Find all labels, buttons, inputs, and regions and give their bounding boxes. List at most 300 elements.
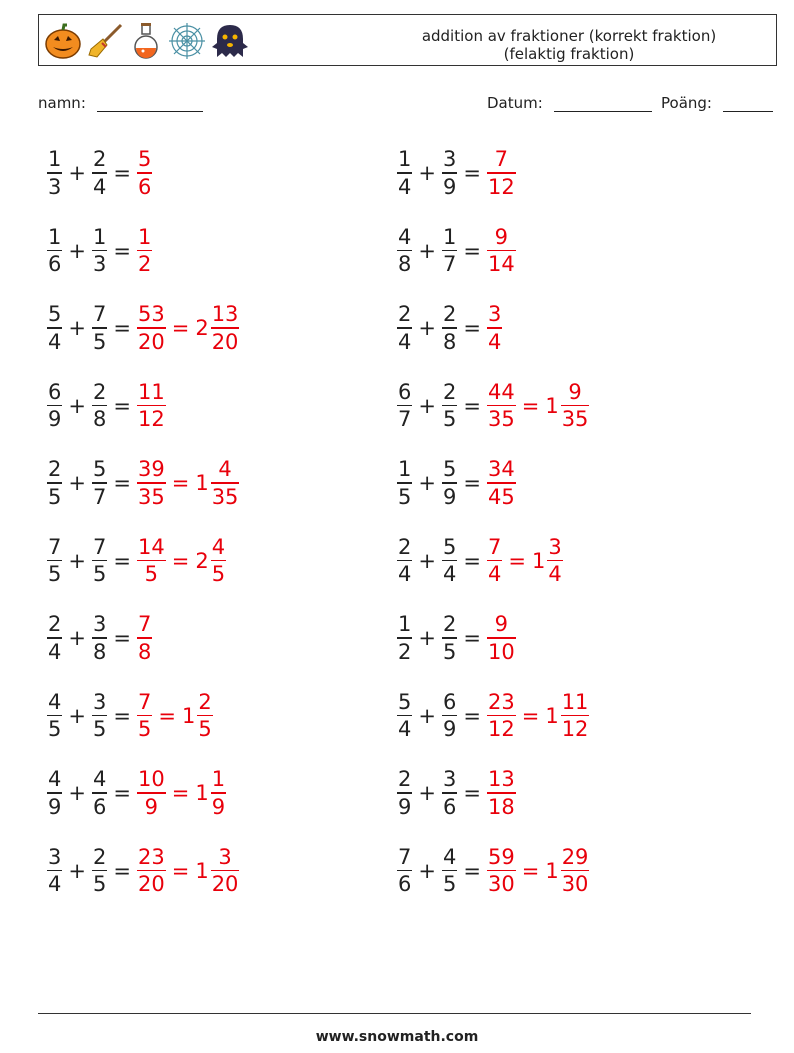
answer-fraction: [137, 456, 166, 510]
plus-sign: +: [68, 858, 86, 883]
numerator: 11: [561, 689, 589, 714]
mixed-whole: 2: [195, 316, 209, 340]
potion-icon: [129, 21, 163, 61]
denominator: 9: [48, 407, 62, 432]
numerator: 44: [487, 379, 515, 404]
date-label: Datum:: [487, 94, 543, 112]
mixed-fraction: [197, 689, 212, 743]
mixed-fraction: [211, 534, 226, 588]
addend-1: [47, 301, 62, 355]
equals-sign: =: [463, 161, 481, 185]
denominator: 8: [398, 252, 412, 277]
mixed-fraction: [561, 689, 590, 743]
numerator: 6: [442, 689, 457, 714]
score-label: Poäng:: [661, 94, 712, 112]
addend-1: [397, 534, 412, 588]
numerator: 2: [92, 379, 107, 404]
problem-item: [397, 451, 516, 515]
answer-fraction: [137, 611, 152, 665]
equals-sign: =: [463, 626, 481, 650]
problem-item: [47, 451, 239, 515]
denominator: 6: [442, 794, 457, 819]
name-label: namn:: [38, 94, 86, 112]
name-field: [38, 94, 203, 112]
problem-item: [397, 684, 589, 748]
equals-sign: =: [521, 703, 540, 728]
addend-1: [397, 456, 412, 510]
numerator: 2: [442, 379, 457, 404]
denominator: 5: [48, 484, 62, 509]
denominator: 8: [137, 639, 152, 664]
addend-1: [47, 534, 62, 588]
numerator: 14: [137, 534, 165, 559]
denominator: 9: [442, 717, 457, 742]
denominator: 35: [487, 407, 515, 432]
plus-sign: +: [418, 703, 436, 728]
denominator: 5: [92, 872, 107, 897]
title-line-1: addition av fraktioner (korrekt fraktion): [421, 27, 717, 45]
addend-2: [92, 456, 107, 510]
numerator: 7: [137, 612, 152, 637]
addend-2: [92, 844, 107, 898]
mixed-whole: 1: [195, 471, 209, 495]
answer-fraction: [137, 224, 152, 278]
numerator: 7: [48, 534, 62, 559]
numerator: 5: [48, 302, 62, 327]
plus-sign: +: [68, 471, 86, 495]
numerator: 4: [442, 844, 457, 869]
numerator: 13: [487, 767, 515, 792]
plus-sign: +: [68, 316, 86, 340]
addend-1: [47, 689, 62, 743]
plus-sign: +: [418, 238, 436, 263]
addend-1: [47, 766, 62, 820]
denominator: 9: [398, 794, 412, 819]
addend-1: [47, 146, 62, 200]
mixed-whole: 1: [545, 858, 559, 883]
addend-2: [442, 146, 457, 200]
denominator: 4: [398, 329, 412, 354]
numerator: 5: [137, 147, 152, 172]
numerator: 2: [398, 534, 412, 559]
addend-1: [397, 146, 412, 200]
denominator: 30: [487, 872, 515, 897]
equals-sign: =: [463, 471, 481, 495]
denominator: 20: [211, 872, 239, 897]
addend-2: [92, 534, 107, 588]
mixed-fraction: [547, 534, 562, 588]
problem-item: [47, 839, 239, 903]
problem-item: [397, 219, 516, 283]
mixed-fraction: [211, 844, 240, 898]
addend-2: [92, 146, 107, 200]
numerator: 1: [48, 147, 62, 172]
numerator: 7: [92, 302, 107, 327]
numerator: 5: [398, 689, 412, 714]
addend-1: [47, 379, 62, 433]
plus-sign: +: [68, 781, 86, 805]
footer-url: www.snowmath.com: [315, 1029, 479, 1045]
denominator: 5: [137, 717, 152, 742]
denominator: 3: [92, 252, 107, 277]
denominator: 35: [211, 484, 239, 509]
addend-2: [92, 689, 107, 743]
addend-1: [397, 611, 412, 665]
addend-2: [442, 689, 457, 743]
addend-1: [397, 689, 412, 743]
denominator: 30: [561, 872, 589, 897]
numerator: 5: [442, 534, 457, 559]
numerator: 7: [494, 147, 509, 172]
equals-sign: =: [113, 703, 131, 728]
problem-item: [47, 761, 226, 825]
numerator: 1: [398, 612, 412, 637]
numerator: 2: [442, 302, 457, 327]
addend-2: [442, 844, 457, 898]
equals-sign: =: [171, 858, 190, 883]
denominator: 2: [398, 639, 412, 664]
mixed-whole: 1: [545, 393, 559, 418]
answer-fraction: [487, 766, 516, 820]
problem-item: [47, 374, 166, 438]
denominator: 9: [48, 794, 62, 819]
answer-fraction: [137, 146, 152, 200]
ghost-icon: [211, 21, 249, 61]
equals-sign: =: [113, 858, 131, 883]
denominator: 6: [92, 794, 107, 819]
addend-2: [92, 301, 107, 355]
numerator: 9: [494, 612, 509, 637]
answer-fraction: [137, 844, 166, 898]
numerator: 3: [442, 147, 457, 172]
problem-item: [47, 296, 239, 360]
denominator: 35: [561, 407, 589, 432]
numerator: 9: [494, 224, 509, 249]
problem-item: [47, 529, 226, 593]
denominator: 5: [92, 717, 107, 742]
addend-2: [442, 301, 457, 355]
date-field: [487, 94, 652, 112]
numerator: 1: [442, 224, 457, 249]
equals-sign: =: [171, 316, 190, 340]
mixed-fraction: [211, 766, 226, 820]
denominator: 8: [92, 639, 107, 664]
addend-1: [47, 224, 62, 278]
problem-item: [397, 606, 516, 670]
answer-fraction: [487, 379, 516, 433]
numerator: 3: [442, 767, 457, 792]
addend-1: [397, 766, 412, 820]
pumpkin-icon: [43, 21, 83, 61]
plus-sign: +: [68, 161, 86, 185]
addend-2: [442, 611, 457, 665]
numerator: 1: [137, 224, 152, 249]
denominator: 4: [548, 562, 562, 587]
mixed-fraction: [211, 301, 240, 355]
numerator: 7: [137, 689, 152, 714]
denominator: 35: [137, 484, 165, 509]
addend-2: [92, 766, 107, 820]
equals-sign: =: [463, 316, 481, 340]
numerator: 2: [48, 612, 62, 637]
equals-sign: =: [521, 858, 540, 883]
numerator: 2: [398, 302, 412, 327]
numerator: 2: [92, 844, 107, 869]
numerator: 29: [561, 844, 589, 869]
answer-fraction: [487, 146, 516, 200]
plus-sign: +: [418, 393, 436, 418]
numerator: 53: [137, 302, 165, 327]
equals-sign: =: [463, 548, 481, 573]
plus-sign: +: [418, 858, 436, 883]
denominator: 9: [442, 484, 457, 509]
denominator: 4: [92, 174, 107, 199]
denominator: 7: [92, 484, 107, 509]
mixed-whole: 1: [531, 548, 546, 573]
numerator: 4: [48, 689, 62, 714]
problem-item: [47, 219, 152, 283]
answer-fraction: [487, 611, 516, 665]
denominator: 6: [137, 174, 152, 199]
numerator: 1: [398, 147, 412, 172]
equals-sign: =: [113, 781, 131, 805]
denominator: 9: [211, 794, 226, 819]
numerator: 3: [218, 844, 232, 869]
numerator: 2: [398, 767, 412, 792]
numerator: 39: [137, 457, 165, 482]
denominator: 5: [48, 717, 62, 742]
answer-fraction: [487, 301, 502, 355]
numerator: 13: [211, 302, 239, 327]
denominator: 20: [137, 329, 165, 354]
answer-fraction: [137, 379, 166, 433]
denominator: 7: [442, 252, 457, 277]
numerator: 3: [487, 302, 502, 327]
denominator: 12: [561, 717, 589, 742]
denominator: 5: [211, 562, 226, 587]
problem-item: [47, 141, 152, 205]
name-line[interactable]: [97, 96, 203, 112]
denominator: 5: [144, 562, 159, 587]
denominator: 18: [487, 794, 515, 819]
denominator: 5: [398, 484, 412, 509]
numerator: 2: [198, 689, 212, 714]
icon-strip: [43, 19, 249, 63]
numerator: 4: [48, 767, 62, 792]
problem-item: [47, 606, 152, 670]
denominator: 6: [48, 252, 62, 277]
numerator: 10: [137, 767, 165, 792]
equals-sign: =: [463, 393, 481, 418]
equals-sign: =: [158, 703, 176, 728]
denominator: 5: [48, 562, 62, 587]
numerator: 1: [92, 224, 107, 249]
problem-item: [47, 684, 213, 748]
plus-sign: +: [418, 548, 436, 573]
plus-sign: +: [68, 393, 86, 418]
plus-sign: +: [418, 471, 436, 495]
score-line[interactable]: [723, 96, 773, 112]
mixed-fraction: [561, 844, 590, 898]
mixed-whole: 1: [195, 858, 209, 883]
mixed-whole: 1: [181, 703, 196, 728]
equals-sign: =: [463, 781, 481, 805]
equals-sign: =: [171, 781, 190, 805]
denominator: 4: [487, 329, 502, 354]
denominator: 45: [487, 484, 515, 509]
numerator: 34: [487, 457, 515, 482]
plus-sign: +: [418, 316, 436, 340]
numerator: 3: [92, 612, 107, 637]
addend-2: [442, 379, 457, 433]
numerator: 23: [137, 844, 165, 869]
equals-sign: =: [113, 316, 131, 340]
answer-fraction: [487, 844, 516, 898]
answer-fraction: [487, 689, 516, 743]
answer-fraction: [137, 766, 166, 820]
equals-sign: =: [463, 703, 481, 728]
numerator: 5: [92, 457, 107, 482]
plus-sign: +: [418, 161, 436, 185]
addend-2: [442, 456, 457, 510]
addend-1: [47, 611, 62, 665]
equals-sign: =: [521, 393, 540, 418]
addend-2: [92, 379, 107, 433]
equals-sign: =: [463, 238, 481, 263]
addend-2: [92, 224, 107, 278]
plus-sign: +: [68, 548, 86, 573]
denominator: 5: [442, 639, 457, 664]
problem-item: [397, 374, 589, 438]
numerator: 11: [137, 379, 165, 404]
denominator: 8: [92, 407, 107, 432]
numerator: 6: [398, 379, 412, 404]
numerator: 7: [92, 534, 107, 559]
numerator: 1: [398, 457, 412, 482]
denominator: 3: [48, 174, 62, 199]
numerator: 7: [398, 844, 412, 869]
spiderweb-icon: [167, 21, 207, 61]
equals-sign: =: [463, 858, 481, 883]
equals-sign: =: [113, 238, 131, 263]
mixed-whole: 2: [195, 548, 209, 573]
equals-sign: =: [113, 626, 131, 650]
numerator: 3: [548, 534, 562, 559]
problem-item: [397, 839, 589, 903]
numerator: 2: [442, 612, 457, 637]
numerator: 7: [487, 534, 502, 559]
score-field: [661, 94, 773, 112]
denominator: 5: [92, 329, 107, 354]
addend-1: [397, 224, 412, 278]
addend-2: [442, 224, 457, 278]
numerator: 3: [48, 844, 62, 869]
addend-1: [397, 301, 412, 355]
numerator: 2: [48, 457, 62, 482]
denominator: 7: [398, 407, 412, 432]
answer-fraction: [487, 224, 516, 278]
equals-sign: =: [113, 393, 131, 418]
denominator: 8: [442, 329, 457, 354]
denominator: 5: [442, 407, 457, 432]
denominator: 5: [198, 717, 212, 742]
answer-fraction: [487, 456, 516, 510]
equals-sign: =: [113, 548, 131, 573]
plus-sign: +: [68, 703, 86, 728]
answer-fraction: [137, 534, 166, 588]
equals-sign: =: [113, 471, 131, 495]
answer-fraction: [137, 301, 166, 355]
denominator: 9: [442, 174, 457, 199]
denominator: 5: [442, 872, 457, 897]
denominator: 4: [48, 872, 62, 897]
denominator: 14: [487, 252, 515, 277]
header-box: [38, 14, 777, 66]
plus-sign: +: [68, 626, 86, 650]
numerator: 1: [211, 767, 226, 792]
mixed-fraction: [561, 379, 590, 433]
plus-sign: +: [68, 238, 86, 263]
numerator: 5: [442, 457, 457, 482]
problem-item: [397, 141, 516, 205]
addend-1: [397, 844, 412, 898]
addend-1: [397, 379, 412, 433]
title-line-2: (felaktig fraktion): [503, 45, 635, 63]
addend-1: [47, 456, 62, 510]
date-line[interactable]: [554, 96, 652, 112]
denominator: 4: [442, 562, 457, 587]
broom-icon: [87, 21, 125, 61]
denominator: 6: [398, 872, 412, 897]
numerator: 59: [487, 844, 515, 869]
problem-item: [397, 296, 502, 360]
numerator: 4: [218, 457, 232, 482]
numerator: 4: [92, 767, 107, 792]
worksheet-title: [369, 27, 769, 63]
addend-2: [92, 611, 107, 665]
answer-fraction: [487, 534, 502, 588]
problem-item: [397, 529, 563, 593]
equals-sign: =: [113, 161, 131, 185]
addend-2: [442, 534, 457, 588]
denominator: 5: [92, 562, 107, 587]
denominator: 4: [398, 562, 412, 587]
addend-2: [442, 766, 457, 820]
equals-sign: =: [171, 548, 190, 573]
numerator: 6: [48, 379, 62, 404]
numerator: 2: [92, 147, 107, 172]
denominator: 9: [144, 794, 159, 819]
numerator: 4: [211, 534, 226, 559]
plus-sign: +: [418, 626, 436, 650]
denominator: 4: [398, 174, 412, 199]
mixed-whole: 1: [545, 703, 559, 728]
denominator: 20: [137, 872, 165, 897]
answer-fraction: [137, 689, 152, 743]
addend-1: [47, 844, 62, 898]
problem-item: [397, 761, 516, 825]
plus-sign: +: [418, 781, 436, 805]
equals-sign: =: [508, 548, 526, 573]
denominator: 4: [48, 329, 62, 354]
mixed-whole: 1: [195, 781, 209, 805]
denominator: 10: [487, 639, 515, 664]
denominator: 12: [487, 174, 515, 199]
equals-sign: =: [171, 471, 190, 495]
denominator: 2: [137, 252, 152, 277]
footer-divider: [38, 1013, 751, 1014]
denominator: 12: [137, 407, 165, 432]
